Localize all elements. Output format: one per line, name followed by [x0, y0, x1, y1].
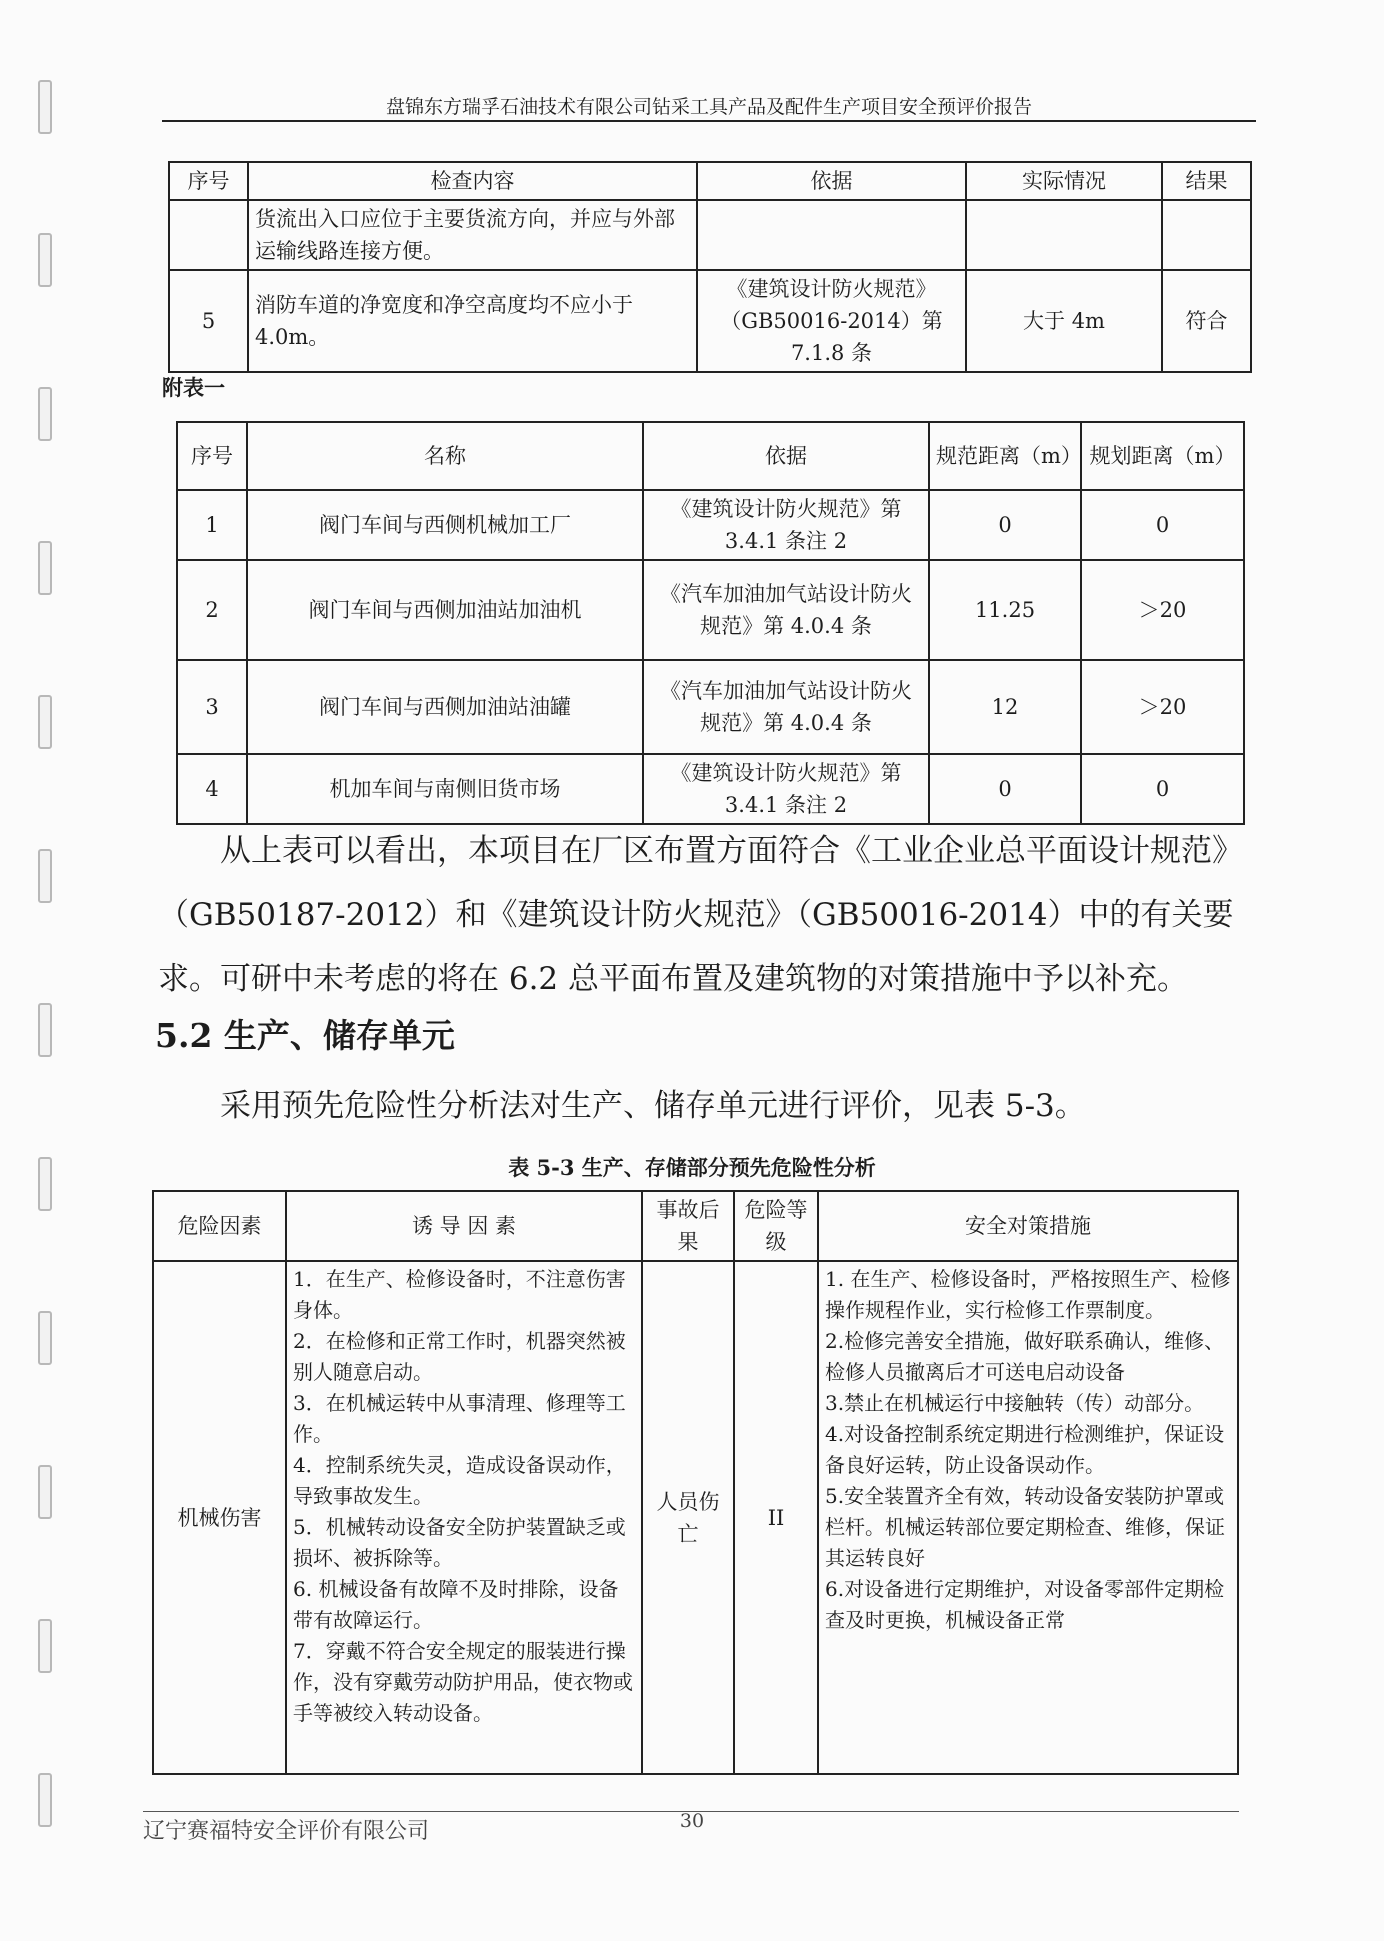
measure-item: 3.禁止在机械运行中接触转（传）动部分。	[825, 1391, 1205, 1415]
row-basis: 《建筑设计防火规范》第 3.4.1 条注 2	[643, 754, 929, 824]
cause-item: 5．机械转动设备安全防护装置缺乏或损坏、被拆除等。	[293, 1515, 626, 1570]
table-row	[177, 754, 1244, 824]
cause-item: 6. 机械设备有故障不及时排除，设备带有故障运行。	[293, 1577, 619, 1632]
header-cell: 检查内容	[248, 162, 697, 200]
header-rule	[162, 120, 1256, 122]
footer-company: 辽宁赛福特安全评价有限公司	[143, 1819, 430, 1844]
measure-item: 6.对设备进行定期维护，对设备零部件定期检查及时更换，机械设备正常	[825, 1577, 1225, 1632]
row-no	[169, 200, 248, 270]
cause-item: 7．穿戴不符合安全规定的服装进行操作，没有穿戴劳动防护用品，使衣物或手等被绞入转动设备。	[293, 1639, 633, 1725]
row-plan-distance: 0	[1081, 754, 1244, 824]
causes-cell	[286, 1261, 642, 1774]
binder-hole	[38, 1003, 52, 1057]
binder-hole	[38, 1311, 52, 1365]
row-std-distance: 12	[929, 660, 1081, 754]
section-title: 5.2 生产、储存单元	[155, 1016, 455, 1055]
row-content: 消防车道的净宽度和净空高度均不应小于 4.0m。	[248, 270, 697, 372]
appendix-label: 附表一	[162, 375, 225, 400]
binder-hole	[38, 80, 52, 134]
table-row	[153, 1261, 1238, 1774]
hazard-name: 机械伤害	[153, 1261, 286, 1774]
row-plan-distance: ＞20	[1081, 660, 1244, 754]
header-cell: 安全对策措施	[818, 1191, 1238, 1261]
header-cell: 依据	[643, 422, 929, 490]
measures-cell	[818, 1261, 1238, 1774]
header-cell: 依据	[697, 162, 966, 200]
row-basis: 《汽车加油加气站设计防火规范》第 4.0.4 条	[643, 560, 929, 660]
row-basis	[697, 200, 966, 270]
header-cell: 序号	[169, 162, 248, 200]
row-actual	[966, 200, 1162, 270]
binder-hole	[38, 1465, 52, 1519]
row-basis: 《汽车加油加气站设计防火规范》第 4.0.4 条	[643, 660, 929, 754]
header-cell: 危险等级	[734, 1191, 818, 1261]
binder-hole	[38, 849, 52, 903]
row-name: 阀门车间与西侧机械加工厂	[247, 490, 643, 560]
row-name: 阀门车间与西侧加油站加油机	[247, 560, 643, 660]
cause-item: 3．在机械运转中从事清理、修理等工作。	[293, 1391, 626, 1446]
table-caption: 表 5-3 生产、存储部分预先危险性分析	[508, 1155, 876, 1180]
measure-item: 1. 在生产、检修设备时，严格按照生产、检修操作规程作业，实行检修工作票制度。	[825, 1267, 1231, 1322]
binder-hole	[38, 541, 52, 595]
page-header: 盘锦东方瑞孚石油技术有限公司钻采工具产品及配件生产项目安全预评价报告	[385, 96, 1032, 118]
row-content: 货流出入口应位于主要货流方向，并应与外部运输线路连接方便。	[248, 200, 697, 270]
table-header-row	[153, 1191, 1238, 1261]
row-std-distance: 11.25	[929, 560, 1081, 660]
row-result: 符合	[1162, 270, 1251, 372]
row-no: 4	[177, 754, 247, 824]
table-row	[169, 200, 1251, 270]
header-cell: 实际情况	[966, 162, 1162, 200]
consequence: 人员伤亡	[642, 1261, 734, 1774]
table-header-row	[177, 422, 1244, 490]
row-std-distance: 0	[929, 754, 1081, 824]
header-cell: 结果	[1162, 162, 1251, 200]
binder-hole	[38, 233, 52, 287]
distance-table	[176, 421, 1245, 825]
row-result	[1162, 200, 1251, 270]
header-cell: 名称	[247, 422, 643, 490]
danger-level: II	[734, 1261, 818, 1774]
header-cell: 规范距离（m）	[929, 422, 1081, 490]
header-cell: 事故后果	[642, 1191, 734, 1261]
row-no: 2	[177, 560, 247, 660]
page-number: 30	[679, 1810, 705, 1832]
conclusion-paragraph: 从上表可以看出，本项目在厂区布置方面符合《工业企业总平面设计规范》（GB50187-2012）和《建筑设计防火规范》（GB50016-2014）中的有关要求。可研中未考虑的将在 6.2 总平面布置及建筑物的对策措施中予以补充。	[158, 833, 1243, 997]
header-cell: 危险因素	[153, 1191, 286, 1261]
header-cell: 规划距离（m）	[1081, 422, 1244, 490]
row-name: 机加车间与南侧旧货市场	[247, 754, 643, 824]
table-row	[177, 490, 1244, 560]
table-row	[177, 560, 1244, 660]
binder-hole	[38, 1619, 52, 1673]
header-cell: 序号	[177, 422, 247, 490]
measure-item: 5.安全装置齐全有效，转动设备安装防护罩或栏杆。机械运转部位要定期检查、维修，保证其运转良好	[825, 1484, 1225, 1570]
row-plan-distance: ＞20	[1081, 560, 1244, 660]
header-cell: 诱 导 因 素	[286, 1191, 642, 1261]
table-row	[169, 270, 1251, 372]
cause-item: 1．在生产、检修设备时，不注意伤害身体。	[293, 1267, 626, 1322]
row-basis: 《建筑设计防火规范》第 3.4.1 条注 2	[643, 490, 929, 560]
measure-item: 4.对设备控制系统定期进行检测维护，保证设备良好运转，防止设备误动作。	[825, 1422, 1225, 1477]
row-basis: 《建筑设计防火规范》（GB50016-2014）第 7.1.8 条	[697, 270, 966, 372]
binder-hole	[38, 387, 52, 441]
row-no: 1	[177, 490, 247, 560]
row-no: 5	[169, 270, 248, 372]
row-plan-distance: 0	[1081, 490, 1244, 560]
binder-hole	[38, 695, 52, 749]
hazard-analysis-table	[152, 1190, 1239, 1775]
table-header-row	[169, 162, 1251, 200]
table-row	[177, 660, 1244, 754]
measure-item: 2.检修完善安全措施，做好联系确认，维修、检修人员撤离后才可送电启动设备	[825, 1329, 1225, 1384]
row-actual: 大于 4m	[966, 270, 1162, 372]
row-no: 3	[177, 660, 247, 754]
row-name: 阀门车间与西侧加油站油罐	[247, 660, 643, 754]
cause-item: 4．控制系统失灵，造成设备误动作，导致事故发生。	[293, 1453, 626, 1508]
check-table	[168, 161, 1252, 373]
cause-item: 2．在检修和正常工作时，机器突然被别人随意启动。	[293, 1329, 626, 1384]
intro-paragraph: 采用预先危险性分析法对生产、储存单元进行评价，见表 5-3。	[220, 1088, 1086, 1124]
row-std-distance: 0	[929, 490, 1081, 560]
